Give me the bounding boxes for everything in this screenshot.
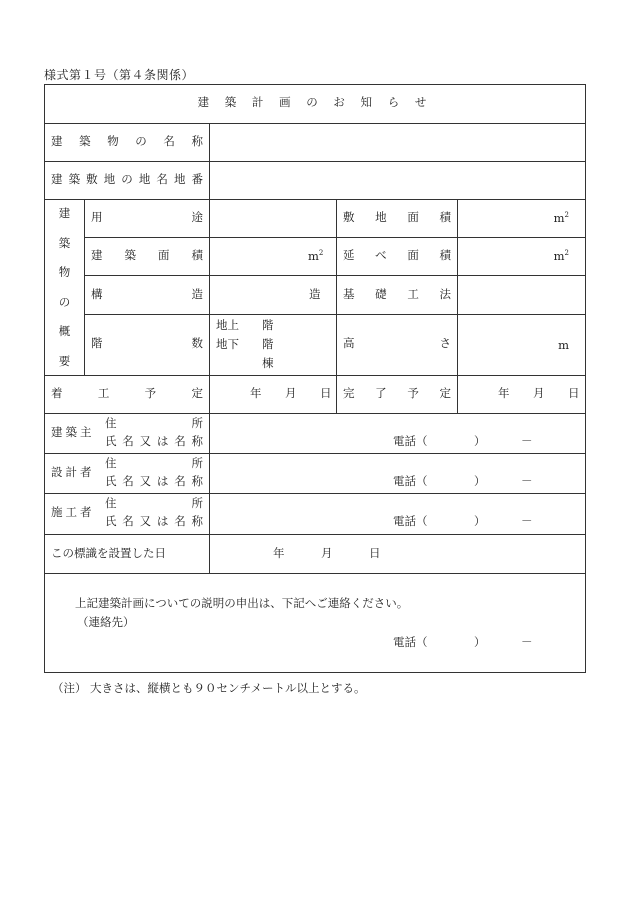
phone-dash: － (521, 434, 533, 448)
site-address-label: 建 築 敷 地 の 地 名 地 番 (51, 172, 203, 186)
completion-month: 月 (533, 386, 545, 400)
below-ground-label: 地下 (216, 337, 239, 351)
party-row-owner (45, 413, 585, 453)
height-unit: m (558, 338, 569, 352)
phone-dash: － (521, 514, 533, 528)
name-label: 氏 名 又 は 名 称 (105, 434, 203, 448)
phone-close: ） (474, 474, 486, 488)
footnote (52, 680, 366, 696)
name-label: 氏 名 又 は 名 称 (105, 474, 203, 488)
height-label: 高 さ (343, 336, 451, 350)
start-planned-label: 着 工 予 定 (51, 386, 203, 400)
use-label: 用 途 (91, 210, 203, 224)
above-ground-label: 地上 (216, 318, 239, 332)
site-area-label: 敷 地 面 積 (343, 210, 451, 224)
sign-year: 年 (273, 546, 285, 560)
building-area-label: 建 築 面 積 (91, 248, 203, 262)
contact-phone-close: ） (474, 635, 486, 649)
building-name-label: 建 築 物 の 名 称 (51, 134, 203, 148)
completion-day: 日 (568, 386, 580, 400)
name-label: 氏 名 又 は 名 称 (105, 514, 203, 528)
building-count-unit: 棟 (262, 356, 274, 370)
site-area-unit: $m^2$ (553, 210, 569, 225)
party-role: 設計者 (51, 465, 95, 479)
building-outline-label: 建 築 物 の 概 要 (58, 206, 71, 368)
address-label: 住 所 (105, 416, 203, 430)
contact-note: 上記建築計画についての説明の申出は、下記へご連絡ください。 (75, 596, 409, 610)
above-ground-unit: 階 (262, 318, 274, 332)
floors-label: 階 数 (91, 336, 203, 350)
below-ground-unit: 階 (262, 337, 274, 351)
start-day: 日 (320, 386, 332, 400)
sign-date-label: この標識を設置した日 (51, 546, 166, 560)
party-role: 建築主 (51, 425, 95, 439)
form-number: 様式第１号（第４条関係） (44, 68, 195, 82)
start-year: 年 (250, 386, 262, 400)
phone-close: ） (474, 514, 486, 528)
footnote-label: （注） (52, 681, 87, 695)
phone-label: 電話（ (393, 474, 428, 488)
building-area-unit: $m^2$ (308, 248, 324, 263)
footnote-text: 大きさは、縦横とも９０センチメートル以上とする。 (90, 681, 366, 695)
notice-title: 建 築 計 画 の お 知 ら せ (197, 95, 433, 109)
sign-day: 日 (369, 546, 381, 560)
total-floor-area-label: 延 べ 面 積 (343, 248, 451, 262)
foundation-label: 基 礎 工 法 (343, 287, 451, 301)
total-floor-area-unit: $m^2$ (553, 248, 569, 263)
completion-planned-label: 完 了 予 定 (343, 386, 451, 400)
party-row-contractor (45, 493, 585, 534)
phone-dash: － (521, 474, 533, 488)
contact-label: （連絡先） (77, 615, 135, 629)
completion-year: 年 (498, 386, 510, 400)
start-month: 月 (285, 386, 297, 400)
phone-close: ） (474, 434, 486, 448)
address-label: 住 所 (105, 456, 203, 470)
notice-form (44, 84, 586, 673)
structure-unit: 造 (309, 287, 321, 301)
phone-label: 電話（ (393, 434, 428, 448)
contact-phone-label: 電話（ (393, 635, 428, 649)
structure-label: 構 造 (91, 287, 203, 301)
address-label: 住 所 (105, 496, 203, 510)
phone-label: 電話（ (393, 514, 428, 528)
party-role: 施工者 (51, 505, 95, 519)
sign-month: 月 (321, 546, 333, 560)
contact-phone-dash: － (521, 635, 533, 649)
party-row-designer (45, 453, 585, 493)
